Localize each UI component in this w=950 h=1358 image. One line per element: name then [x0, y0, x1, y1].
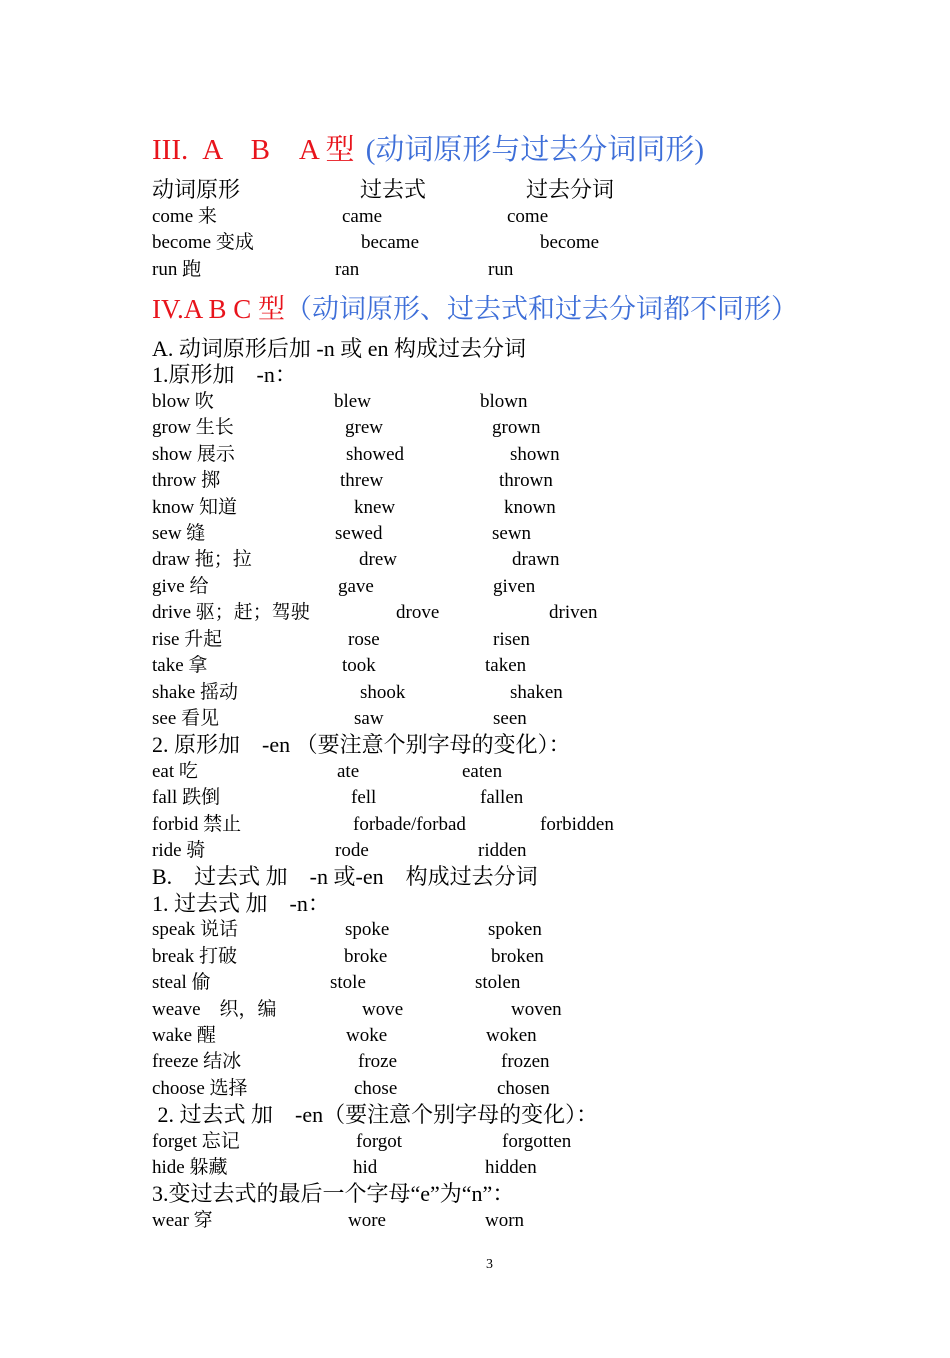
verb-past: rode: [335, 840, 369, 861]
verb-row: [152, 1208, 950, 1234]
verb-past-participle: driven: [549, 602, 598, 623]
verb-past: chose: [354, 1078, 398, 1099]
verb-past: blew: [334, 391, 371, 412]
verb-row: [152, 944, 950, 970]
verb-row: [152, 495, 950, 521]
verb-past-participle: eaten: [462, 761, 503, 782]
verb-past: stole: [330, 972, 366, 993]
verb-past-participle: shaken: [510, 682, 563, 703]
section-a-title: A. 动词原形后加 -n 或 en 构成过去分词: [152, 336, 526, 361]
verb-row: [152, 415, 950, 441]
verb-row: [152, 230, 950, 256]
heading-type-4: [152, 291, 798, 327]
verb-past-participle: known: [504, 497, 556, 518]
verb-base: choose 选择: [152, 1078, 248, 1099]
verb-past-participle: ridden: [478, 840, 527, 861]
verb-past-participle: hidden: [485, 1157, 537, 1178]
verb-base: sew 缝: [152, 523, 206, 544]
verb-row: [152, 970, 950, 996]
verb-row: [152, 442, 950, 468]
heading-type-3: [152, 132, 704, 168]
verb-base: draw 拖；拉: [152, 549, 252, 570]
header-base: 动词原形: [152, 177, 241, 202]
heading-3-prefix: III.: [152, 134, 189, 166]
verb-base: wear 穿: [152, 1210, 213, 1231]
verb-past-participle: forgotten: [502, 1131, 572, 1152]
section-b-sub2: 2. 过去式 加 -en（要注意个别字母的变化）：: [152, 1102, 599, 1127]
verb-base: eat 吃: [152, 761, 198, 782]
verb-past-participle: broken: [491, 946, 544, 967]
verb-row: [152, 1023, 950, 1049]
section-b-title: B. 过去式 加 -n 或-en 构成过去分词: [152, 864, 538, 889]
verb-row: [152, 838, 950, 864]
verb-past: rose: [348, 629, 380, 650]
verb-base: show 展示: [152, 444, 235, 465]
verb-row: [152, 1076, 950, 1102]
verb-past-participle: woven: [511, 999, 562, 1020]
verb-past: spoke: [345, 919, 390, 940]
verb-base: shake 摇动: [152, 682, 239, 703]
verb-past-participle: seen: [493, 708, 527, 729]
verb-past: came: [342, 206, 383, 227]
section-b-sub3: 3.变过去式的最后一个字母“e”为“n”：: [152, 1181, 515, 1206]
verb-past: ate: [337, 761, 360, 782]
verb-past-participle: stolen: [475, 972, 521, 993]
verb-row: [152, 759, 950, 785]
verb-past: hid: [353, 1157, 378, 1178]
verb-base: forbid 禁止: [152, 814, 242, 835]
verb-past-participle: frozen: [501, 1051, 550, 1072]
verb-past-participle: forbidden: [540, 814, 614, 835]
header-past-participle: 过去分词: [526, 177, 615, 202]
heading-4-note: （动词原形、过去式和过去分词都不同形）: [285, 294, 799, 324]
verb-past: drew: [359, 549, 397, 570]
verb-base: give 给: [152, 576, 209, 597]
verb-base: speak 说话: [152, 919, 239, 940]
verb-past-participle: blown: [480, 391, 528, 412]
verb-past-participle: become: [540, 232, 600, 253]
verb-base: blow 吹: [152, 391, 214, 412]
verb-row: [152, 653, 950, 679]
verb-past-participle: spoken: [488, 919, 542, 940]
verb-past: broke: [344, 946, 388, 967]
section-a-sub2: 2. 原形加 -en （要注意个别字母的变化）：: [152, 732, 571, 757]
verb-row: [152, 627, 950, 653]
section-b-sub1: 1. 过去式 加 -n：: [152, 891, 330, 916]
verb-past: grew: [345, 417, 383, 438]
verb-base: rise 升起: [152, 629, 223, 650]
verb-past: drove: [396, 602, 440, 623]
verb-past-participle: grown: [492, 417, 541, 438]
verb-base: grow 生长: [152, 417, 234, 438]
verb-row: [152, 785, 950, 811]
verb-past-participle: woken: [486, 1025, 537, 1046]
verb-base: weave 织，编: [152, 999, 277, 1020]
verb-past-participle: given: [493, 576, 536, 597]
heading-4-type: IV.A B C 型: [152, 294, 286, 324]
verb-past: wove: [362, 999, 404, 1020]
verb-past-participle: taken: [485, 655, 527, 676]
verb-row: [152, 997, 950, 1023]
verb-base: run 跑: [152, 259, 202, 280]
verb-past-participle: drawn: [512, 549, 560, 570]
verb-row: [152, 204, 950, 230]
verb-past-participle: risen: [493, 629, 530, 650]
verb-row: [152, 547, 950, 573]
verb-base: come 来: [152, 206, 217, 227]
verb-past: threw: [340, 470, 384, 491]
verb-base: see 看见: [152, 708, 220, 729]
verb-past: saw: [354, 708, 384, 729]
verb-past-participle: run: [488, 259, 514, 280]
heading-3-type: A B A 型: [202, 134, 355, 166]
verb-row: [152, 574, 950, 600]
verb-past: knew: [354, 497, 396, 518]
verb-row: [152, 521, 950, 547]
verb-base: hide 躲藏: [152, 1157, 228, 1178]
verb-row: [152, 257, 950, 283]
verb-past-participle: chosen: [497, 1078, 550, 1099]
verb-row: [152, 1129, 950, 1155]
verb-base: become 变成: [152, 232, 254, 253]
column-header-row: [152, 177, 950, 203]
verb-past: shook: [360, 682, 406, 703]
verb-base: drive 驱；赶；驾驶: [152, 602, 310, 623]
verb-base: break 打破: [152, 946, 237, 967]
heading-3-note: (动词原形与过去分词同形): [365, 134, 705, 166]
verb-past: became: [361, 232, 420, 253]
verb-row: [152, 600, 950, 626]
verb-base: know 知道: [152, 497, 237, 518]
verb-past-participle: worn: [485, 1210, 525, 1231]
verb-base: steal 偷: [152, 972, 211, 993]
verb-past: forgot: [356, 1131, 403, 1152]
verb-row: [152, 917, 950, 943]
verb-past: showed: [346, 444, 405, 465]
verb-row: [152, 468, 950, 494]
verb-past: sewed: [335, 523, 383, 544]
verb-base: freeze 结冰: [152, 1051, 242, 1072]
verb-base: ride 骑: [152, 840, 206, 861]
verb-past: gave: [338, 576, 374, 597]
verb-row: [152, 812, 950, 838]
verb-past: forbade/forbad: [353, 814, 466, 835]
verb-base: forget 忘记: [152, 1131, 240, 1152]
verb-base: fall 跌倒: [152, 787, 221, 808]
verb-past: fell: [351, 787, 377, 808]
verb-past: woke: [346, 1025, 388, 1046]
verb-row: [152, 1049, 950, 1075]
verb-past: ran: [335, 259, 360, 280]
verb-past-participle: shown: [510, 444, 560, 465]
verb-base: take 拿: [152, 655, 208, 676]
verb-base: wake 醒: [152, 1025, 216, 1046]
verb-row: [152, 1155, 950, 1181]
header-past: 过去式: [360, 177, 427, 202]
section-a-sub1: 1.原形加 -n：: [152, 362, 297, 387]
verb-past-participle: thrown: [499, 470, 553, 491]
verb-past-participle: sewn: [492, 523, 532, 544]
verb-past: wore: [348, 1210, 386, 1231]
page-number: 3: [486, 1257, 493, 1272]
verb-past: took: [342, 655, 376, 676]
verb-row: [152, 706, 950, 732]
verb-base: throw 掷: [152, 470, 221, 491]
verb-past-participle: fallen: [480, 787, 524, 808]
verb-past-participle: come: [507, 206, 549, 227]
verb-row: [152, 389, 950, 415]
verb-row: [152, 680, 950, 706]
verb-past: froze: [358, 1051, 398, 1072]
